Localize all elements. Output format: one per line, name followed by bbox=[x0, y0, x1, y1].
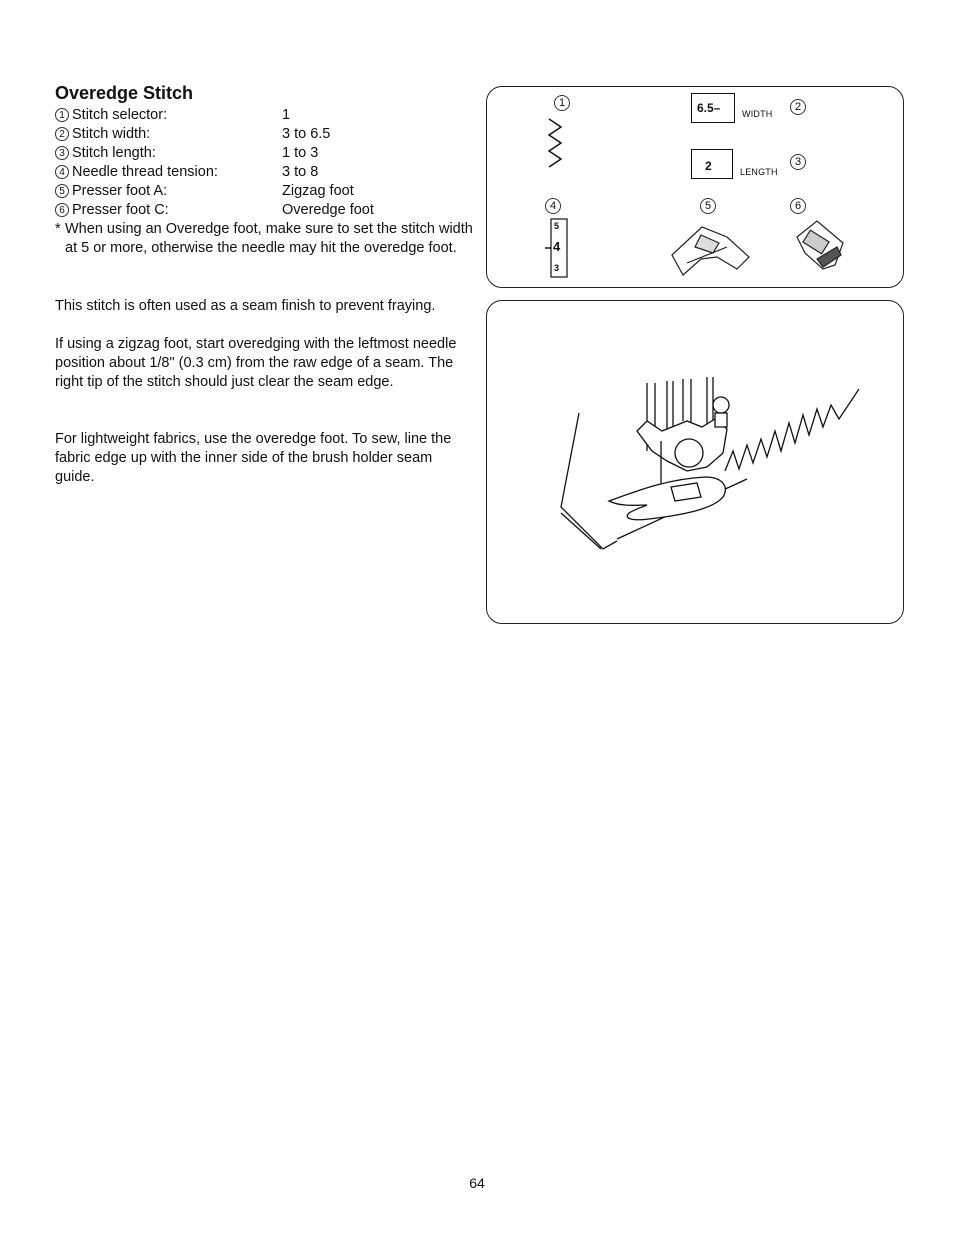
note-marker: * bbox=[55, 221, 61, 237]
setting-label: Presser foot C: bbox=[72, 202, 169, 218]
callout-2: 2 bbox=[790, 99, 806, 115]
tension-mark-3: 3 bbox=[554, 263, 560, 273]
note-text: When using an Overedge foot, make sure to set the stitch width at 5 or more, otherwise the needle may hit the overedge foot. bbox=[65, 221, 473, 256]
setting-label: Needle thread tension: bbox=[72, 164, 218, 180]
sewing-illustration-panel bbox=[486, 300, 904, 624]
presser-foot-sole bbox=[609, 477, 725, 520]
overedge-stitches bbox=[725, 389, 859, 471]
setting-row-presser-foot-c bbox=[55, 201, 475, 220]
callout-4: 4 bbox=[545, 198, 561, 214]
width-dial-value: 6.5 bbox=[697, 101, 714, 115]
setting-value: Overedge foot bbox=[282, 202, 374, 218]
fabric-edge bbox=[561, 413, 617, 549]
setting-row-stitch-width bbox=[55, 125, 475, 144]
length-dial-value: 2 bbox=[705, 159, 712, 173]
paragraph-purpose: This stitch is often used as a seam finish to prevent fraying. bbox=[55, 298, 436, 314]
setting-value: 1 to 3 bbox=[282, 145, 319, 161]
callout-number: 5 bbox=[55, 184, 69, 198]
callout-1: 1 bbox=[554, 95, 570, 111]
setting-row-thread-tension bbox=[55, 163, 475, 182]
paragraph-overedge-foot: For lightweight fabrics, use the overedge foot. To sew, line the fabric edge up with the inner side of the brush holder seam guide. bbox=[55, 431, 452, 485]
length-dial bbox=[691, 149, 733, 179]
setting-value: 3 to 6.5 bbox=[282, 126, 331, 142]
fabric-lower-edge bbox=[561, 513, 601, 549]
zigzag-foot-icon bbox=[672, 227, 749, 275]
length-label: LENGTH bbox=[740, 167, 778, 177]
setting-value: Zigzag foot bbox=[282, 183, 354, 199]
callout-number: 2 bbox=[55, 127, 69, 141]
callout-3: 3 bbox=[790, 154, 806, 170]
callout-6: 6 bbox=[790, 198, 806, 214]
setting-row-stitch-length bbox=[55, 144, 475, 163]
overedge-sewing-illustration bbox=[487, 301, 903, 623]
setting-value: 3 to 8 bbox=[282, 164, 319, 180]
settings-list bbox=[55, 106, 475, 220]
setting-label: Stitch selector: bbox=[72, 107, 168, 123]
width-dial: 6.5– bbox=[691, 93, 735, 123]
setting-label: Stitch length: bbox=[72, 145, 156, 161]
note bbox=[55, 220, 475, 258]
foot-screw-icon bbox=[675, 439, 703, 467]
callout-number: 1 bbox=[55, 108, 69, 122]
setting-label: Stitch width: bbox=[72, 126, 151, 142]
settings-figure-panel bbox=[486, 86, 904, 288]
setting-row-stitch-selector bbox=[55, 106, 475, 125]
callout-5: 5 bbox=[700, 198, 716, 214]
setting-value: 1 bbox=[282, 107, 291, 123]
tension-mark-5: 5 bbox=[554, 221, 560, 231]
stitch-pattern-icon bbox=[549, 119, 561, 167]
paragraph-zigzag-foot: If using a zigzag foot, start overedging with the leftmost needle position about 1/8" (0.3 cm) from the raw edge of a seam. The right tip of the stitch should just clear the seam edge. bbox=[55, 336, 457, 390]
setting-row-presser-foot-a bbox=[55, 182, 475, 201]
callout-number: 3 bbox=[55, 146, 69, 160]
callout-number: 6 bbox=[55, 203, 69, 217]
page-number: 64 bbox=[469, 1175, 485, 1191]
width-label: WIDTH bbox=[742, 109, 773, 119]
setting-label: Presser foot A: bbox=[72, 183, 168, 199]
section-title: Overedge Stitch bbox=[55, 83, 194, 103]
callout-number: 4 bbox=[55, 165, 69, 179]
overedge-foot-icon bbox=[797, 221, 843, 269]
tension-mark-4: 4 bbox=[553, 239, 561, 254]
